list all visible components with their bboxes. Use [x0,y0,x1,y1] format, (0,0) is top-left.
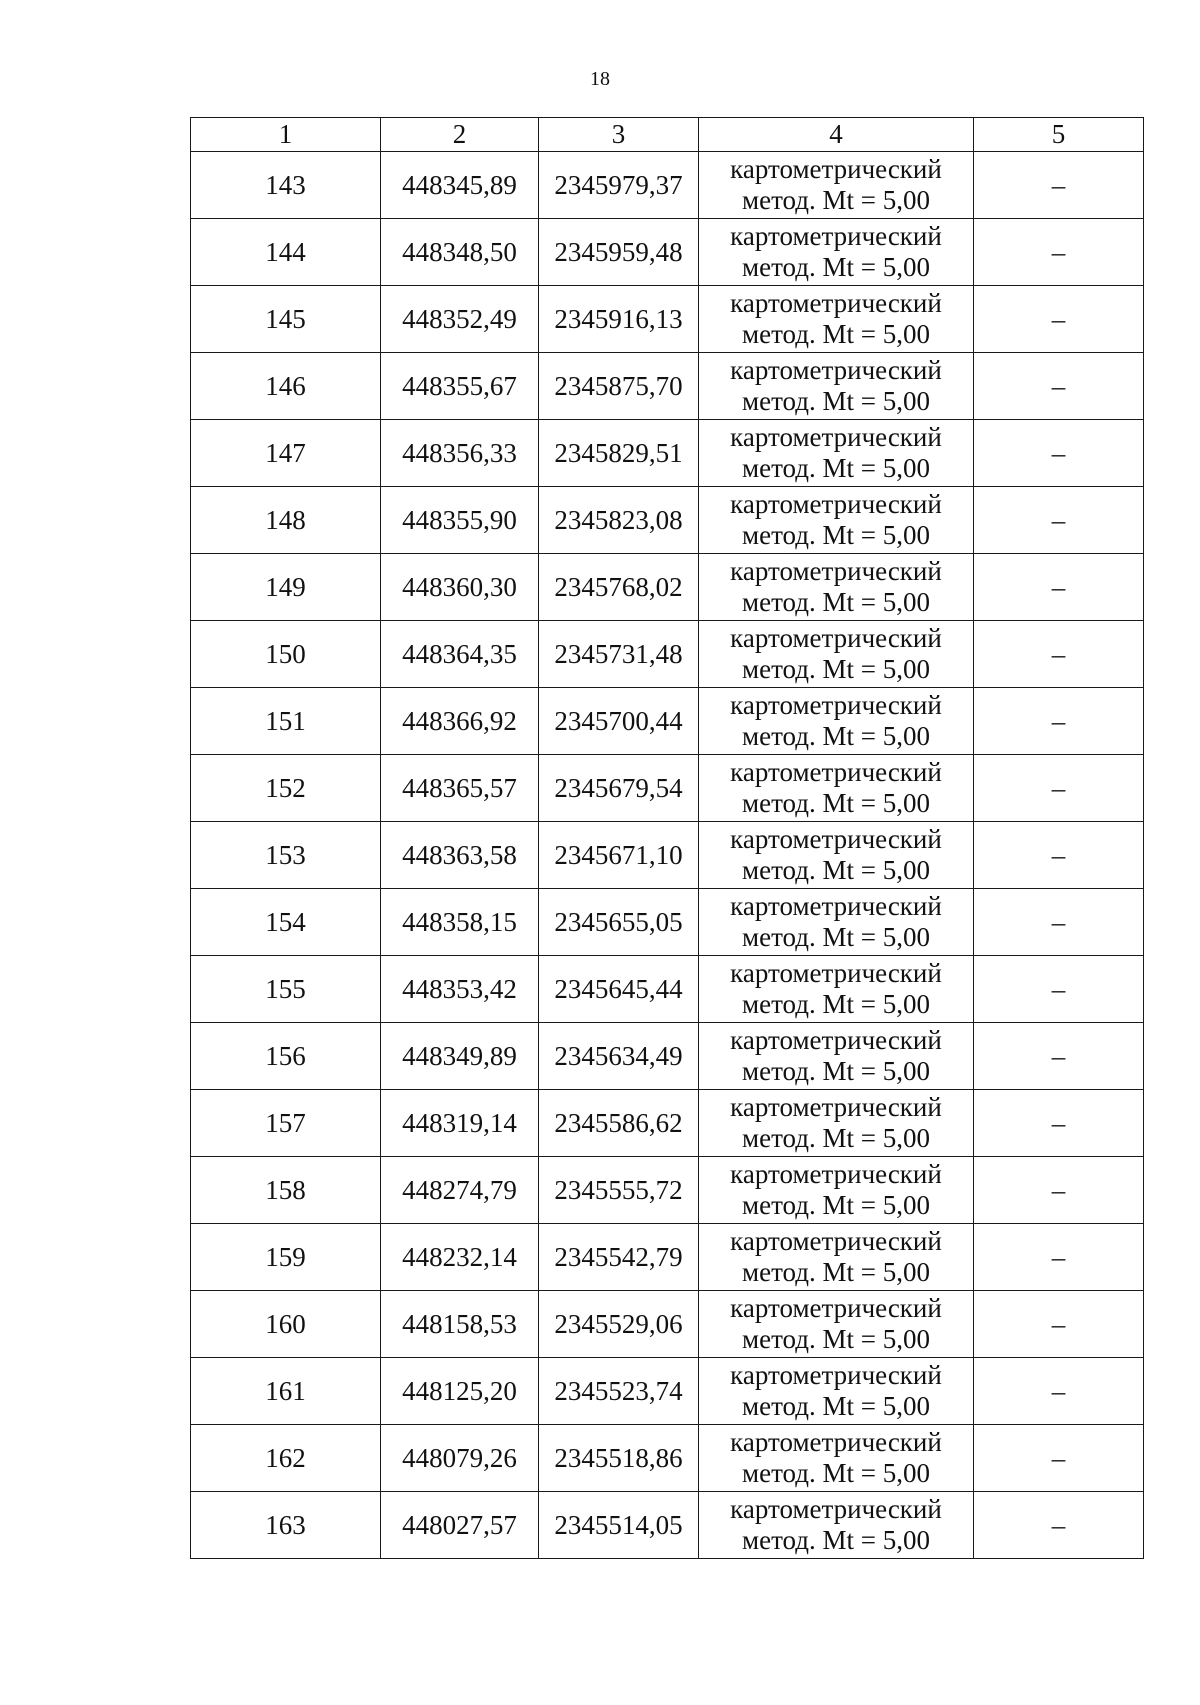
method-line-2: метод. Mt = 5,00 [742,252,930,282]
x-coordinate-cell: 448360,30 [381,554,539,621]
col5-cell: – [974,286,1144,353]
method-line-2: метод. Mt = 5,00 [742,922,930,952]
method-line-1: картометрический [730,1427,942,1457]
method-line-2: метод. Mt = 5,00 [742,989,930,1019]
x-coordinate-cell: 448274,79 [381,1157,539,1224]
y-coordinate-cell: 2345731,48 [539,621,699,688]
method-cell [699,1425,974,1492]
coordinates-table [190,117,1144,1559]
method-line-2: метод. Mt = 5,00 [742,788,930,818]
x-coordinate-cell: 448079,26 [381,1425,539,1492]
table-row [191,286,1144,353]
method-cell [699,1224,974,1291]
point-number-cell: 154 [191,889,381,956]
y-coordinate-cell: 2345542,79 [539,1224,699,1291]
table-row [191,889,1144,956]
header-col-4: 4 [699,118,974,152]
point-number-cell: 144 [191,219,381,286]
col5-cell: – [974,956,1144,1023]
point-number-cell: 148 [191,487,381,554]
table-row [191,621,1144,688]
method-line-2: метод. Mt = 5,00 [742,654,930,684]
table-row [191,1358,1144,1425]
table-row [191,1157,1144,1224]
point-number-cell: 159 [191,1224,381,1291]
method-line-1: картометрический [730,221,942,251]
method-line-1: картометрический [730,489,942,519]
method-line-2: метод. Mt = 5,00 [742,1190,930,1220]
method-line-2: метод. Mt = 5,00 [742,855,930,885]
point-number-cell: 163 [191,1492,381,1559]
table-row [191,688,1144,755]
method-line-1: картометрический [730,824,942,854]
y-coordinate-cell: 2345523,74 [539,1358,699,1425]
y-coordinate-cell: 2345634,49 [539,1023,699,1090]
col5-cell: – [974,1157,1144,1224]
y-coordinate-cell: 2345959,48 [539,219,699,286]
table-row [191,1425,1144,1492]
col5-cell: – [974,487,1144,554]
col5-cell: – [974,1090,1144,1157]
method-line-1: картометрический [730,1092,942,1122]
method-cell [699,152,974,219]
table-row [191,956,1144,1023]
method-line-1: картометрический [730,757,942,787]
method-line-1: картометрический [730,1025,942,1055]
x-coordinate-cell: 448125,20 [381,1358,539,1425]
header-col-1: 1 [191,118,381,152]
method-cell [699,420,974,487]
x-coordinate-cell: 448345,89 [381,152,539,219]
table-row [191,487,1144,554]
table-row [191,1224,1144,1291]
method-cell [699,286,974,353]
method-cell [699,487,974,554]
method-line-1: картометрический [730,623,942,653]
col5-cell: – [974,1224,1144,1291]
point-number-cell: 160 [191,1291,381,1358]
method-line-1: картометрический [730,154,942,184]
method-line-2: метод. Mt = 5,00 [742,721,930,751]
point-number-cell: 157 [191,1090,381,1157]
method-cell [699,1291,974,1358]
method-cell [699,822,974,889]
method-cell [699,755,974,822]
method-line-2: метод. Mt = 5,00 [742,386,930,416]
y-coordinate-cell: 2345823,08 [539,487,699,554]
method-line-2: метод. Mt = 5,00 [742,185,930,215]
method-line-1: картометрический [730,556,942,586]
col5-cell: – [974,554,1144,621]
table-header [191,118,1144,152]
x-coordinate-cell: 448363,58 [381,822,539,889]
col5-cell: – [974,1492,1144,1559]
method-cell [699,621,974,688]
y-coordinate-cell: 2345829,51 [539,420,699,487]
point-number-cell: 155 [191,956,381,1023]
col5-cell: – [974,822,1144,889]
method-cell [699,219,974,286]
method-line-1: картометрический [730,422,942,452]
y-coordinate-cell: 2345979,37 [539,152,699,219]
point-number-cell: 158 [191,1157,381,1224]
method-cell [699,1492,974,1559]
table-row [191,755,1144,822]
point-number-cell: 145 [191,286,381,353]
x-coordinate-cell: 448356,33 [381,420,539,487]
method-cell [699,956,974,1023]
col5-cell: – [974,688,1144,755]
method-line-1: картометрический [730,1293,942,1323]
method-cell [699,353,974,420]
point-number-cell: 146 [191,353,381,420]
y-coordinate-cell: 2345529,06 [539,1291,699,1358]
method-line-2: метод. Mt = 5,00 [742,587,930,617]
x-coordinate-cell: 448353,42 [381,956,539,1023]
y-coordinate-cell: 2345555,72 [539,1157,699,1224]
table-body [191,152,1144,1559]
y-coordinate-cell: 2345671,10 [539,822,699,889]
y-coordinate-cell: 2345700,44 [539,688,699,755]
table-row [191,1492,1144,1559]
y-coordinate-cell: 2345586,62 [539,1090,699,1157]
point-number-cell: 153 [191,822,381,889]
x-coordinate-cell: 448158,53 [381,1291,539,1358]
y-coordinate-cell: 2345514,05 [539,1492,699,1559]
method-line-1: картометрический [730,1159,942,1189]
method-cell [699,554,974,621]
method-line-1: картометрический [730,355,942,385]
method-line-1: картометрический [730,1226,942,1256]
method-line-2: метод. Mt = 5,00 [742,1257,930,1287]
col5-cell: – [974,420,1144,487]
x-coordinate-cell: 448364,35 [381,621,539,688]
method-line-2: метод. Mt = 5,00 [742,1525,930,1555]
method-cell [699,889,974,956]
method-line-1: картометрический [730,288,942,318]
col5-cell: – [974,1425,1144,1492]
col5-cell: – [974,152,1144,219]
method-cell [699,1090,974,1157]
header-row [191,118,1144,152]
table-row [191,1023,1144,1090]
table-row [191,1090,1144,1157]
x-coordinate-cell: 448027,57 [381,1492,539,1559]
table-row [191,420,1144,487]
point-number-cell: 151 [191,688,381,755]
header-col-2: 2 [381,118,539,152]
x-coordinate-cell: 448355,67 [381,353,539,420]
y-coordinate-cell: 2345518,86 [539,1425,699,1492]
point-number-cell: 152 [191,755,381,822]
method-line-1: картометрический [730,958,942,988]
x-coordinate-cell: 448319,14 [381,1090,539,1157]
method-line-2: метод. Mt = 5,00 [742,1458,930,1488]
method-line-2: метод. Mt = 5,00 [742,1123,930,1153]
point-number-cell: 147 [191,420,381,487]
y-coordinate-cell: 2345768,02 [539,554,699,621]
method-line-1: картометрический [730,891,942,921]
page-number: 18 [590,68,610,90]
x-coordinate-cell: 448349,89 [381,1023,539,1090]
y-coordinate-cell: 2345875,70 [539,353,699,420]
x-coordinate-cell: 448355,90 [381,487,539,554]
table-row [191,1291,1144,1358]
method-line-2: метод. Mt = 5,00 [742,319,930,349]
col5-cell: – [974,1291,1144,1358]
table-row [191,219,1144,286]
method-line-2: метод. Mt = 5,00 [742,1391,930,1421]
method-line-2: метод. Mt = 5,00 [742,1324,930,1354]
method-line-1: картометрический [730,1360,942,1390]
point-number-cell: 143 [191,152,381,219]
table-row [191,152,1144,219]
header-col-5: 5 [974,118,1144,152]
method-line-1: картометрический [730,690,942,720]
method-line-1: картометрический [730,1494,942,1524]
col5-cell: – [974,889,1144,956]
table-row [191,554,1144,621]
y-coordinate-cell: 2345679,54 [539,755,699,822]
col5-cell: – [974,1023,1144,1090]
col5-cell: – [974,219,1144,286]
x-coordinate-cell: 448232,14 [381,1224,539,1291]
point-number-cell: 161 [191,1358,381,1425]
y-coordinate-cell: 2345916,13 [539,286,699,353]
table-row [191,822,1144,889]
method-line-2: метод. Mt = 5,00 [742,453,930,483]
x-coordinate-cell: 448348,50 [381,219,539,286]
y-coordinate-cell: 2345645,44 [539,956,699,1023]
y-coordinate-cell: 2345655,05 [539,889,699,956]
x-coordinate-cell: 448365,57 [381,755,539,822]
col5-cell: – [974,755,1144,822]
col5-cell: – [974,1358,1144,1425]
point-number-cell: 150 [191,621,381,688]
x-coordinate-cell: 448358,15 [381,889,539,956]
point-number-cell: 162 [191,1425,381,1492]
method-cell [699,1023,974,1090]
method-line-2: метод. Mt = 5,00 [742,1056,930,1086]
col5-cell: – [974,621,1144,688]
method-cell [699,1358,974,1425]
point-number-cell: 149 [191,554,381,621]
table-row [191,353,1144,420]
method-cell [699,1157,974,1224]
header-col-3: 3 [539,118,699,152]
col5-cell: – [974,353,1144,420]
x-coordinate-cell: 448366,92 [381,688,539,755]
method-cell [699,688,974,755]
method-line-2: метод. Mt = 5,00 [742,520,930,550]
x-coordinate-cell: 448352,49 [381,286,539,353]
point-number-cell: 156 [191,1023,381,1090]
